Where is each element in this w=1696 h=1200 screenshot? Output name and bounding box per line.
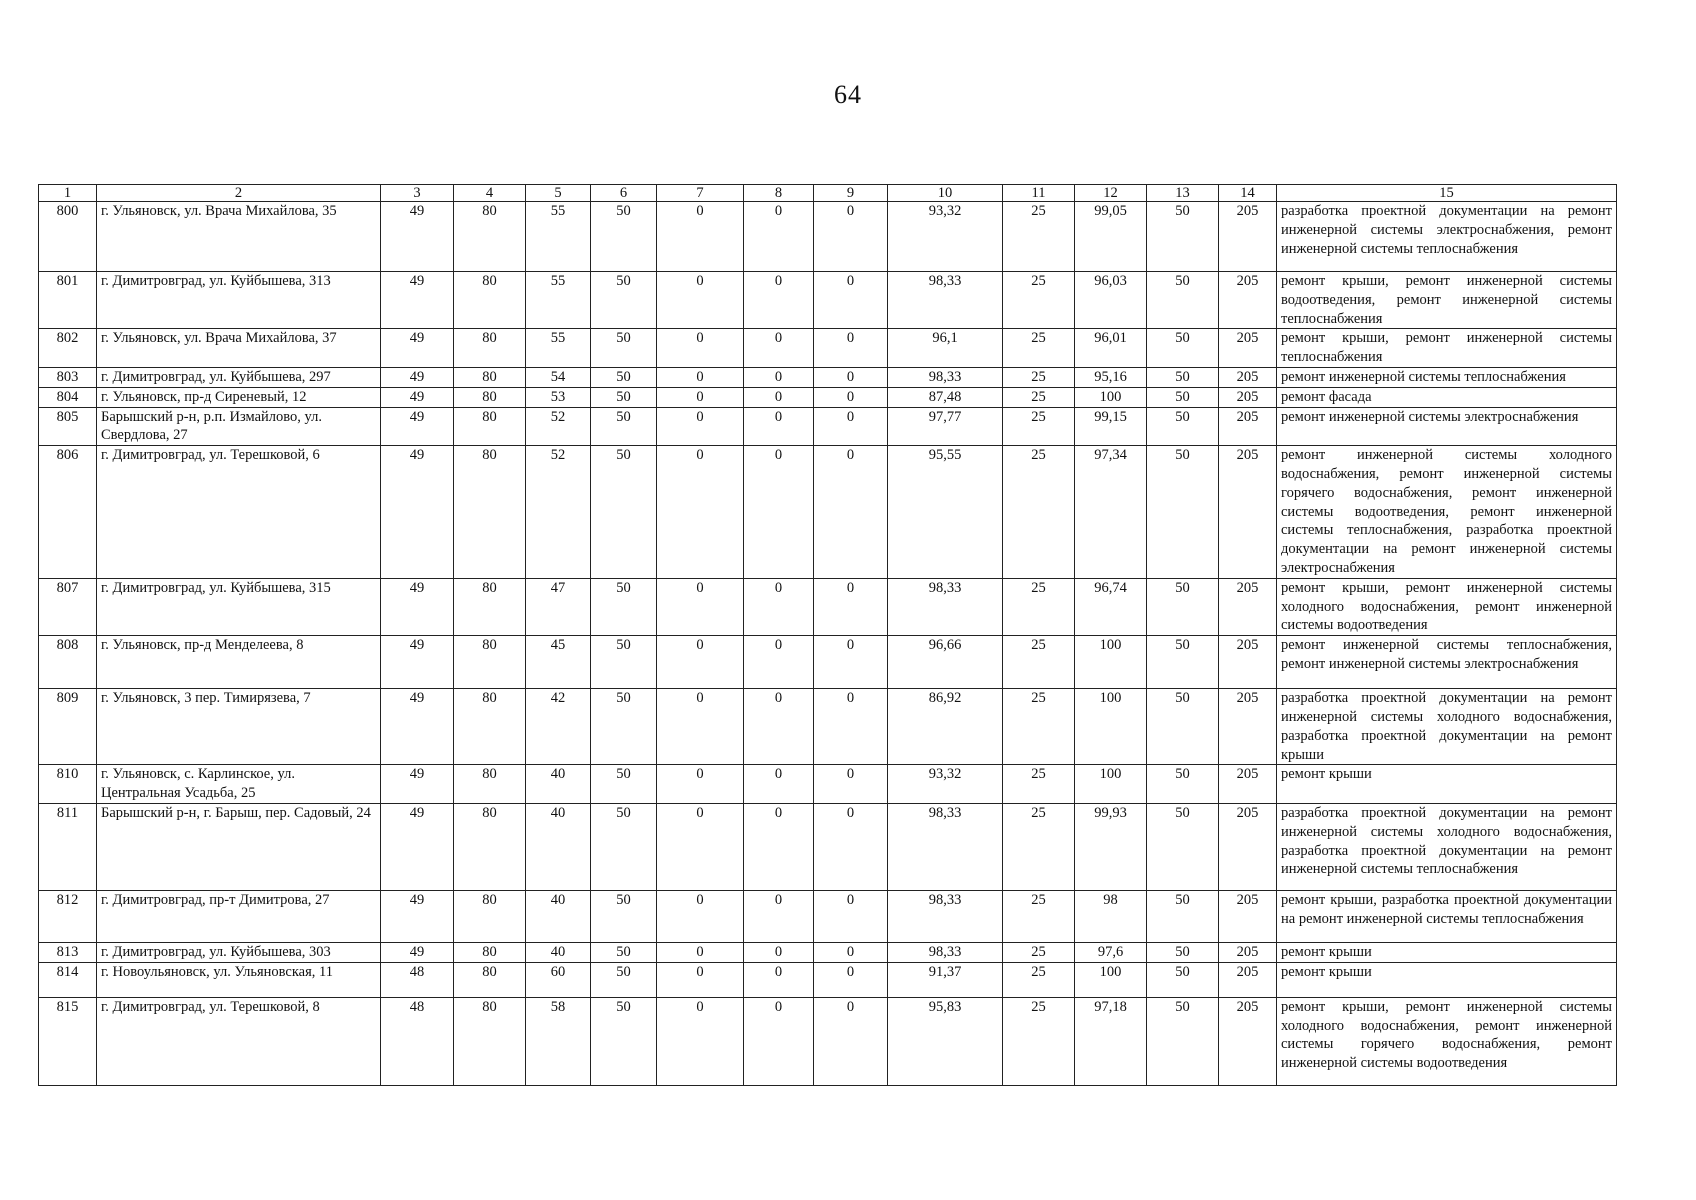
address-cell: г. Димитровград, ул. Куйбышева, 303 bbox=[97, 942, 381, 962]
col10-cell: 91,37 bbox=[888, 962, 1003, 997]
works-cell: ремонт крыши bbox=[1277, 962, 1617, 997]
col11-cell: 25 bbox=[1003, 329, 1075, 368]
col11-cell: 25 bbox=[1003, 202, 1075, 272]
col5-cell: 55 bbox=[526, 329, 591, 368]
col4-cell: 80 bbox=[454, 942, 526, 962]
col10-cell: 86,92 bbox=[888, 689, 1003, 765]
table-row bbox=[39, 942, 1617, 962]
col11-cell: 25 bbox=[1003, 942, 1075, 962]
col3-cell: 49 bbox=[381, 202, 454, 272]
col9-cell: 0 bbox=[814, 803, 888, 890]
row-number-cell: 807 bbox=[39, 578, 97, 635]
col10-cell: 98,33 bbox=[888, 578, 1003, 635]
col9-cell: 0 bbox=[814, 387, 888, 407]
col13-cell: 50 bbox=[1147, 272, 1219, 329]
works-cell: разработка проектной документации на ремонт инженерной системы электроснабжения, ремонт инженерной системы теплоснабжения bbox=[1277, 202, 1617, 272]
col13-cell: 50 bbox=[1147, 636, 1219, 689]
col3-cell: 49 bbox=[381, 272, 454, 329]
col7-cell: 0 bbox=[657, 997, 744, 1085]
col4-cell: 80 bbox=[454, 367, 526, 387]
col5-cell: 47 bbox=[526, 578, 591, 635]
col11-cell: 25 bbox=[1003, 997, 1075, 1085]
col5-cell: 40 bbox=[526, 890, 591, 942]
address-cell: г. Димитровград, ул. Куйбышева, 297 bbox=[97, 367, 381, 387]
address-cell: г. Ульяновск, 3 пер. Тимирязева, 7 bbox=[97, 689, 381, 765]
col7-cell: 0 bbox=[657, 407, 744, 446]
col7-cell: 0 bbox=[657, 329, 744, 368]
address-cell: Барышский р-н, г. Барыш, пер. Садовый, 24 bbox=[97, 803, 381, 890]
col10-cell: 93,32 bbox=[888, 202, 1003, 272]
housing-registry-table bbox=[38, 184, 1617, 1086]
col10-cell: 95,83 bbox=[888, 997, 1003, 1085]
col10-cell: 98,33 bbox=[888, 890, 1003, 942]
col5-cell: 40 bbox=[526, 803, 591, 890]
col12-cell: 100 bbox=[1075, 636, 1147, 689]
col5-cell: 53 bbox=[526, 387, 591, 407]
col14-cell: 205 bbox=[1219, 387, 1277, 407]
col5-cell: 42 bbox=[526, 689, 591, 765]
table-row bbox=[39, 890, 1617, 942]
table-body bbox=[39, 202, 1617, 1086]
col14-cell: 205 bbox=[1219, 890, 1277, 942]
col11-cell: 25 bbox=[1003, 367, 1075, 387]
row-number-cell: 800 bbox=[39, 202, 97, 272]
col7-cell: 0 bbox=[657, 765, 744, 804]
col13-cell: 50 bbox=[1147, 446, 1219, 579]
col6-cell: 50 bbox=[591, 689, 657, 765]
col12-cell: 96,03 bbox=[1075, 272, 1147, 329]
col12-cell: 100 bbox=[1075, 962, 1147, 997]
col6-cell: 50 bbox=[591, 765, 657, 804]
col10-cell: 98,33 bbox=[888, 942, 1003, 962]
col6-cell: 50 bbox=[591, 803, 657, 890]
column-header: 6 bbox=[591, 185, 657, 202]
col14-cell: 205 bbox=[1219, 636, 1277, 689]
col8-cell: 0 bbox=[744, 578, 814, 635]
address-cell: г. Димитровград, ул. Терешковой, 8 bbox=[97, 997, 381, 1085]
col3-cell: 48 bbox=[381, 997, 454, 1085]
col7-cell: 0 bbox=[657, 202, 744, 272]
col7-cell: 0 bbox=[657, 367, 744, 387]
col4-cell: 80 bbox=[454, 578, 526, 635]
address-cell: г. Димитровград, ул. Куйбышева, 315 bbox=[97, 578, 381, 635]
column-header: 5 bbox=[526, 185, 591, 202]
address-cell: Барышский р-н, р.п. Измайлово, ул. Свердлова, 27 bbox=[97, 407, 381, 446]
col12-cell: 100 bbox=[1075, 387, 1147, 407]
col5-cell: 45 bbox=[526, 636, 591, 689]
address-cell: г. Ульяновск, ул. Врача Михайлова, 35 bbox=[97, 202, 381, 272]
row-number-cell: 811 bbox=[39, 803, 97, 890]
row-number-cell: 812 bbox=[39, 890, 97, 942]
col8-cell: 0 bbox=[744, 272, 814, 329]
col5-cell: 40 bbox=[526, 765, 591, 804]
col7-cell: 0 bbox=[657, 272, 744, 329]
works-cell: ремонт инженерной системы теплоснабжения, ремонт инженерной системы электроснабжения bbox=[1277, 636, 1617, 689]
works-cell: ремонт крыши, ремонт инженерной системы водоотведения, ремонт инженерной системы теплоснабжения bbox=[1277, 272, 1617, 329]
table-row bbox=[39, 803, 1617, 890]
col13-cell: 50 bbox=[1147, 387, 1219, 407]
col14-cell: 205 bbox=[1219, 329, 1277, 368]
column-header: 1 bbox=[39, 185, 97, 202]
col7-cell: 0 bbox=[657, 890, 744, 942]
col7-cell: 0 bbox=[657, 689, 744, 765]
col11-cell: 25 bbox=[1003, 962, 1075, 997]
col3-cell: 49 bbox=[381, 942, 454, 962]
row-number-cell: 810 bbox=[39, 765, 97, 804]
col8-cell: 0 bbox=[744, 890, 814, 942]
col7-cell: 0 bbox=[657, 446, 744, 579]
col4-cell: 80 bbox=[454, 329, 526, 368]
col14-cell: 205 bbox=[1219, 997, 1277, 1085]
col13-cell: 50 bbox=[1147, 803, 1219, 890]
col12-cell: 97,34 bbox=[1075, 446, 1147, 579]
col12-cell: 96,74 bbox=[1075, 578, 1147, 635]
col3-cell: 49 bbox=[381, 407, 454, 446]
col5-cell: 54 bbox=[526, 367, 591, 387]
col13-cell: 50 bbox=[1147, 329, 1219, 368]
col9-cell: 0 bbox=[814, 407, 888, 446]
table-row bbox=[39, 367, 1617, 387]
col13-cell: 50 bbox=[1147, 407, 1219, 446]
table-row bbox=[39, 689, 1617, 765]
row-number-cell: 806 bbox=[39, 446, 97, 579]
col7-cell: 0 bbox=[657, 387, 744, 407]
row-number-cell: 802 bbox=[39, 329, 97, 368]
column-header: 4 bbox=[454, 185, 526, 202]
col13-cell: 50 bbox=[1147, 997, 1219, 1085]
table-row bbox=[39, 272, 1617, 329]
column-header: 11 bbox=[1003, 185, 1075, 202]
col9-cell: 0 bbox=[814, 890, 888, 942]
works-cell: ремонт фасада bbox=[1277, 387, 1617, 407]
col9-cell: 0 bbox=[814, 202, 888, 272]
col6-cell: 50 bbox=[591, 367, 657, 387]
header-row bbox=[39, 185, 1617, 202]
col7-cell: 0 bbox=[657, 962, 744, 997]
col6-cell: 50 bbox=[591, 890, 657, 942]
col8-cell: 0 bbox=[744, 446, 814, 579]
column-header: 15 bbox=[1277, 185, 1617, 202]
col13-cell: 50 bbox=[1147, 942, 1219, 962]
col6-cell: 50 bbox=[591, 387, 657, 407]
col4-cell: 80 bbox=[454, 272, 526, 329]
table-row bbox=[39, 329, 1617, 368]
col13-cell: 50 bbox=[1147, 202, 1219, 272]
col10-cell: 98,33 bbox=[888, 272, 1003, 329]
col10-cell: 87,48 bbox=[888, 387, 1003, 407]
works-cell: ремонт инженерной системы холодного водоснабжения, ремонт инженерной системы горячего водоснабжения, ремонт инженерной системы водоотведения, ремонт инженерной системы теплоснабжения, разработка проектной документации на ремонт инженерной системы электроснабжения bbox=[1277, 446, 1617, 579]
col10-cell: 98,33 bbox=[888, 803, 1003, 890]
col9-cell: 0 bbox=[814, 446, 888, 579]
address-cell: г. Димитровград, ул. Терешковой, 6 bbox=[97, 446, 381, 579]
works-cell: разработка проектной документации на ремонт инженерной системы холодного водоснабжения, разработка проектной документации на ремонт крыши bbox=[1277, 689, 1617, 765]
col7-cell: 0 bbox=[657, 636, 744, 689]
works-cell: ремонт крыши, ремонт инженерной системы холодного водоснабжения, ремонт инженерной системы водоотведения bbox=[1277, 578, 1617, 635]
col8-cell: 0 bbox=[744, 202, 814, 272]
col8-cell: 0 bbox=[744, 407, 814, 446]
col8-cell: 0 bbox=[744, 962, 814, 997]
col12-cell: 98 bbox=[1075, 890, 1147, 942]
col6-cell: 50 bbox=[591, 942, 657, 962]
row-number-cell: 815 bbox=[39, 997, 97, 1085]
col3-cell: 49 bbox=[381, 636, 454, 689]
col8-cell: 0 bbox=[744, 689, 814, 765]
col5-cell: 52 bbox=[526, 407, 591, 446]
col5-cell: 40 bbox=[526, 942, 591, 962]
col11-cell: 25 bbox=[1003, 272, 1075, 329]
col3-cell: 49 bbox=[381, 329, 454, 368]
col3-cell: 49 bbox=[381, 367, 454, 387]
works-cell: ремонт крыши, ремонт инженерной системы теплоснабжения bbox=[1277, 329, 1617, 368]
col8-cell: 0 bbox=[744, 942, 814, 962]
col5-cell: 60 bbox=[526, 962, 591, 997]
col12-cell: 95,16 bbox=[1075, 367, 1147, 387]
col5-cell: 58 bbox=[526, 997, 591, 1085]
col14-cell: 205 bbox=[1219, 367, 1277, 387]
works-cell: ремонт крыши bbox=[1277, 942, 1617, 962]
col13-cell: 50 bbox=[1147, 689, 1219, 765]
col14-cell: 205 bbox=[1219, 942, 1277, 962]
col14-cell: 205 bbox=[1219, 407, 1277, 446]
col4-cell: 80 bbox=[454, 997, 526, 1085]
col4-cell: 80 bbox=[454, 765, 526, 804]
col10-cell: 96,1 bbox=[888, 329, 1003, 368]
page-number: 64 bbox=[834, 80, 862, 109]
col5-cell: 55 bbox=[526, 202, 591, 272]
col7-cell: 0 bbox=[657, 578, 744, 635]
col14-cell: 205 bbox=[1219, 689, 1277, 765]
col11-cell: 25 bbox=[1003, 890, 1075, 942]
col9-cell: 0 bbox=[814, 367, 888, 387]
col9-cell: 0 bbox=[814, 329, 888, 368]
col6-cell: 50 bbox=[591, 446, 657, 579]
col9-cell: 0 bbox=[814, 765, 888, 804]
works-cell: ремонт инженерной системы электроснабжения bbox=[1277, 407, 1617, 446]
col11-cell: 25 bbox=[1003, 446, 1075, 579]
col6-cell: 50 bbox=[591, 962, 657, 997]
row-number-cell: 801 bbox=[39, 272, 97, 329]
works-cell: ремонт крыши, разработка проектной документации на ремонт инженерной системы теплоснабжения bbox=[1277, 890, 1617, 942]
col12-cell: 97,18 bbox=[1075, 997, 1147, 1085]
col9-cell: 0 bbox=[814, 578, 888, 635]
table-row bbox=[39, 202, 1617, 272]
col10-cell: 93,32 bbox=[888, 765, 1003, 804]
col11-cell: 25 bbox=[1003, 689, 1075, 765]
col8-cell: 0 bbox=[744, 329, 814, 368]
column-header: 8 bbox=[744, 185, 814, 202]
col10-cell: 96,66 bbox=[888, 636, 1003, 689]
col3-cell: 49 bbox=[381, 689, 454, 765]
table-row bbox=[39, 446, 1617, 579]
col8-cell: 0 bbox=[744, 803, 814, 890]
col12-cell: 99,05 bbox=[1075, 202, 1147, 272]
row-number-cell: 814 bbox=[39, 962, 97, 997]
table-row bbox=[39, 962, 1617, 997]
col8-cell: 0 bbox=[744, 765, 814, 804]
col9-cell: 0 bbox=[814, 962, 888, 997]
column-header: 14 bbox=[1219, 185, 1277, 202]
col6-cell: 50 bbox=[591, 329, 657, 368]
row-number-cell: 804 bbox=[39, 387, 97, 407]
col3-cell: 49 bbox=[381, 765, 454, 804]
col13-cell: 50 bbox=[1147, 962, 1219, 997]
col4-cell: 80 bbox=[454, 407, 526, 446]
column-header: 13 bbox=[1147, 185, 1219, 202]
col12-cell: 100 bbox=[1075, 765, 1147, 804]
col14-cell: 205 bbox=[1219, 446, 1277, 579]
col8-cell: 0 bbox=[744, 367, 814, 387]
col3-cell: 48 bbox=[381, 962, 454, 997]
col9-cell: 0 bbox=[814, 689, 888, 765]
col4-cell: 80 bbox=[454, 387, 526, 407]
col14-cell: 205 bbox=[1219, 272, 1277, 329]
col11-cell: 25 bbox=[1003, 407, 1075, 446]
col4-cell: 80 bbox=[454, 446, 526, 579]
col4-cell: 80 bbox=[454, 962, 526, 997]
col12-cell: 99,15 bbox=[1075, 407, 1147, 446]
col9-cell: 0 bbox=[814, 997, 888, 1085]
col4-cell: 80 bbox=[454, 202, 526, 272]
col13-cell: 50 bbox=[1147, 367, 1219, 387]
col8-cell: 0 bbox=[744, 636, 814, 689]
address-cell: г. Ульяновск, ул. Врача Михайлова, 37 bbox=[97, 329, 381, 368]
col10-cell: 95,55 bbox=[888, 446, 1003, 579]
works-cell: ремонт крыши bbox=[1277, 765, 1617, 804]
column-header: 3 bbox=[381, 185, 454, 202]
col11-cell: 25 bbox=[1003, 578, 1075, 635]
col12-cell: 97,6 bbox=[1075, 942, 1147, 962]
col14-cell: 205 bbox=[1219, 578, 1277, 635]
col3-cell: 49 bbox=[381, 803, 454, 890]
column-header: 7 bbox=[657, 185, 744, 202]
col6-cell: 50 bbox=[591, 272, 657, 329]
col14-cell: 205 bbox=[1219, 962, 1277, 997]
col14-cell: 205 bbox=[1219, 765, 1277, 804]
col6-cell: 50 bbox=[591, 407, 657, 446]
col5-cell: 55 bbox=[526, 272, 591, 329]
col3-cell: 49 bbox=[381, 446, 454, 579]
col3-cell: 49 bbox=[381, 578, 454, 635]
col13-cell: 50 bbox=[1147, 890, 1219, 942]
col11-cell: 25 bbox=[1003, 387, 1075, 407]
table-row bbox=[39, 636, 1617, 689]
col9-cell: 0 bbox=[814, 942, 888, 962]
address-cell: г. Димитровград, пр-т Димитрова, 27 bbox=[97, 890, 381, 942]
address-cell: г. Димитровград, ул. Куйбышева, 313 bbox=[97, 272, 381, 329]
column-header: 9 bbox=[814, 185, 888, 202]
column-header: 2 bbox=[97, 185, 381, 202]
col10-cell: 97,77 bbox=[888, 407, 1003, 446]
column-header: 12 bbox=[1075, 185, 1147, 202]
row-number-cell: 805 bbox=[39, 407, 97, 446]
col3-cell: 49 bbox=[381, 387, 454, 407]
col4-cell: 80 bbox=[454, 689, 526, 765]
col12-cell: 99,93 bbox=[1075, 803, 1147, 890]
col9-cell: 0 bbox=[814, 636, 888, 689]
table-row bbox=[39, 407, 1617, 446]
works-cell: разработка проектной документации на ремонт инженерной системы холодного водоснабжения, разработка проектной документации на ремонт инженерной системы теплоснабжения bbox=[1277, 803, 1617, 890]
col8-cell: 0 bbox=[744, 997, 814, 1085]
col14-cell: 205 bbox=[1219, 803, 1277, 890]
col7-cell: 0 bbox=[657, 803, 744, 890]
table-row bbox=[39, 387, 1617, 407]
row-number-cell: 813 bbox=[39, 942, 97, 962]
col9-cell: 0 bbox=[814, 272, 888, 329]
table-row bbox=[39, 997, 1617, 1085]
works-cell: ремонт крыши, ремонт инженерной системы холодного водоснабжения, ремонт инженерной системы горячего водоснабжения, ремонт инженерной системы водоотведения bbox=[1277, 997, 1617, 1085]
col6-cell: 50 bbox=[591, 997, 657, 1085]
col12-cell: 96,01 bbox=[1075, 329, 1147, 368]
col11-cell: 25 bbox=[1003, 765, 1075, 804]
address-cell: г. Ульяновск, с. Карлинское, ул. Центральная Усадьба, 25 bbox=[97, 765, 381, 804]
address-cell: г. Ульяновск, пр-д Менделеева, 8 bbox=[97, 636, 381, 689]
row-number-cell: 809 bbox=[39, 689, 97, 765]
col6-cell: 50 bbox=[591, 578, 657, 635]
table-row bbox=[39, 578, 1617, 635]
col8-cell: 0 bbox=[744, 387, 814, 407]
col6-cell: 50 bbox=[591, 636, 657, 689]
col6-cell: 50 bbox=[591, 202, 657, 272]
col4-cell: 80 bbox=[454, 636, 526, 689]
col11-cell: 25 bbox=[1003, 636, 1075, 689]
works-cell: ремонт инженерной системы теплоснабжения bbox=[1277, 367, 1617, 387]
column-header: 10 bbox=[888, 185, 1003, 202]
col12-cell: 100 bbox=[1075, 689, 1147, 765]
col11-cell: 25 bbox=[1003, 803, 1075, 890]
col13-cell: 50 bbox=[1147, 578, 1219, 635]
col13-cell: 50 bbox=[1147, 765, 1219, 804]
row-number-cell: 803 bbox=[39, 367, 97, 387]
table-row bbox=[39, 765, 1617, 804]
row-number-cell: 808 bbox=[39, 636, 97, 689]
col7-cell: 0 bbox=[657, 942, 744, 962]
col4-cell: 80 bbox=[454, 803, 526, 890]
col5-cell: 52 bbox=[526, 446, 591, 579]
col3-cell: 49 bbox=[381, 890, 454, 942]
address-cell: г. Новоульяновск, ул. Ульяновская, 11 bbox=[97, 962, 381, 997]
col10-cell: 98,33 bbox=[888, 367, 1003, 387]
address-cell: г. Ульяновск, пр-д Сиреневый, 12 bbox=[97, 387, 381, 407]
col4-cell: 80 bbox=[454, 890, 526, 942]
col14-cell: 205 bbox=[1219, 202, 1277, 272]
